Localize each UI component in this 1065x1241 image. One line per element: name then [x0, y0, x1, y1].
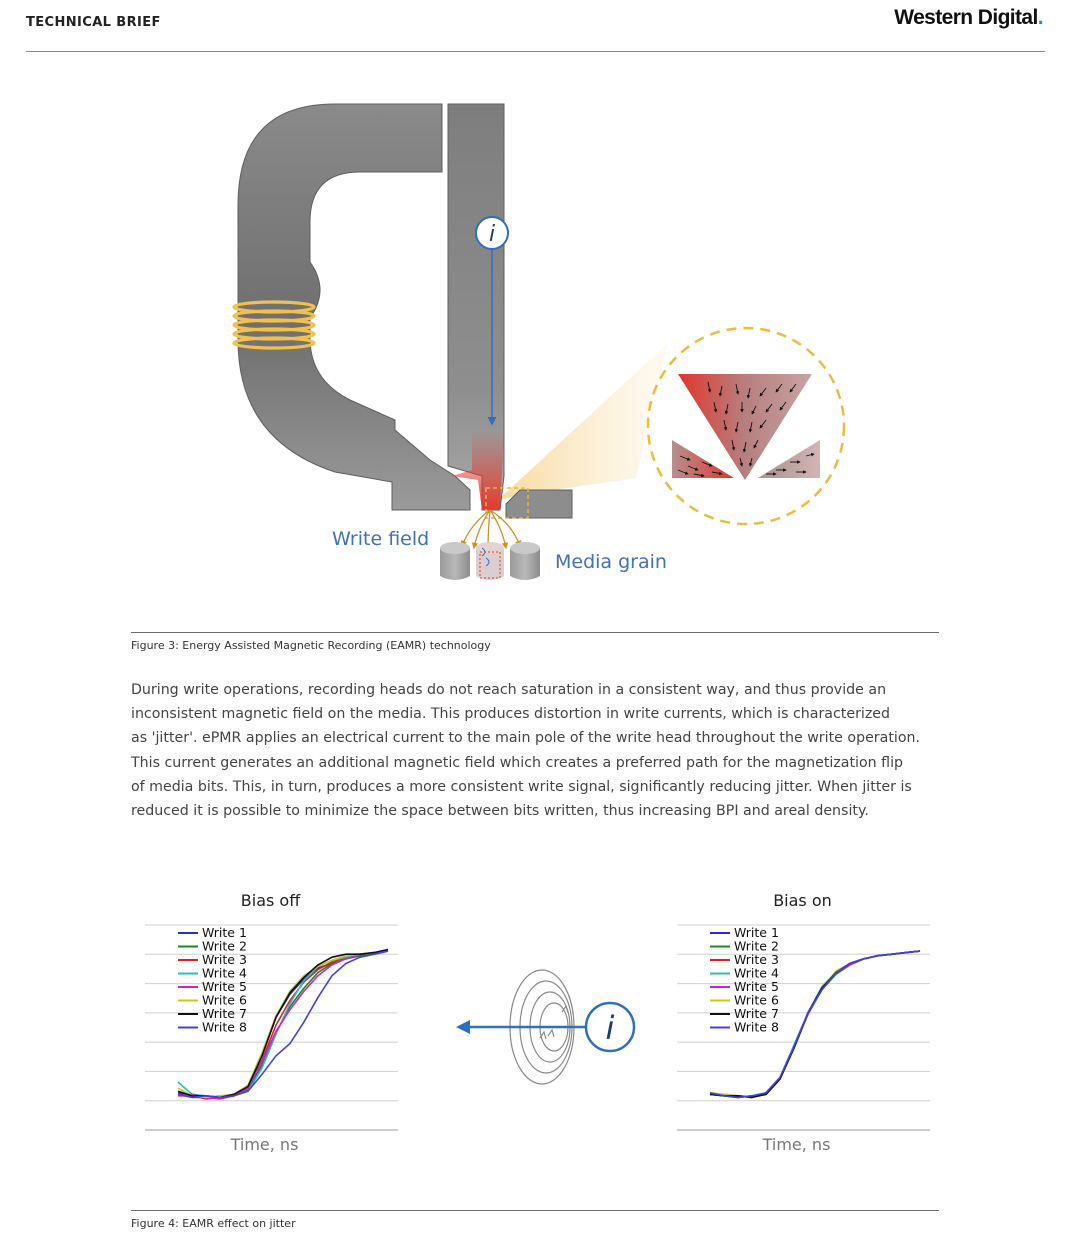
paragraph-line: as 'jitter'. ePMR applies an electrical current to the main pole of the write head throughout the write operation.	[131, 730, 921, 747]
legend-label: Write 3	[734, 952, 779, 967]
paragraph-line: of media bits. This, in turn, produces a more consistent write signal, significantly reducing jitter. When jitter is	[131, 778, 912, 795]
legend-label: Write 1	[734, 925, 779, 940]
legend-label: Write 3	[202, 952, 247, 967]
document-type-label: TECHNICAL BRIEF	[26, 15, 161, 30]
current-symbol: i	[488, 222, 496, 247]
bias-current-illustration	[450, 960, 650, 1100]
current-symbol: i	[605, 1009, 615, 1047]
x-axis-label: Time, ns	[762, 1135, 831, 1154]
legend-label: Write 7	[734, 1006, 779, 1021]
legend-label: Write 2	[202, 938, 247, 954]
zoom-beam	[498, 343, 668, 500]
chart-title: Bias off	[240, 891, 301, 910]
legend-label: Write 6	[734, 992, 779, 1008]
media-grains	[440, 542, 540, 580]
paragraph-line: This current generates an additional magnetic field which creates a preferred path for the magnetization flip	[131, 754, 904, 771]
figure4-caption: Figure 4: EAMR effect on jitter	[131, 1217, 296, 1230]
legend-label: Write 5	[202, 979, 247, 994]
legend-label: Write 4	[202, 965, 247, 981]
x-axis-label: Time, ns	[230, 1135, 299, 1154]
media-grain-label: Media grain	[555, 551, 667, 573]
figure3-caption: Figure 3: Energy Assisted Magnetic Recording (EAMR) technology	[131, 639, 491, 652]
paragraph-line: inconsistent magnetic field on the media. This produces distortion in write currents, which is characterized	[131, 706, 891, 723]
figure3-divider	[131, 632, 939, 633]
legend-label: Write 2	[734, 938, 779, 954]
paragraph-line: reduced it is possible to minimize the space between bits written, thus increasing BPI and areal density.	[131, 803, 869, 820]
write-field-label: Write field	[332, 528, 430, 550]
bias-on-chart	[672, 880, 937, 1160]
legend-label: Write 8	[202, 1019, 247, 1035]
legend-label: Write 1	[202, 925, 247, 940]
legend-label: Write 4	[734, 965, 779, 981]
legend-label: Write 6	[202, 992, 247, 1008]
legend-label: Write 8	[734, 1019, 779, 1035]
brand-name: Western Digital	[894, 6, 1038, 29]
legend-label: Write 7	[202, 1006, 247, 1021]
arrow-head	[456, 1020, 470, 1034]
bias-off-chart	[140, 880, 405, 1160]
brand-dot: .	[1037, 6, 1043, 29]
figure4-divider	[131, 1210, 939, 1211]
return-yoke	[238, 104, 470, 510]
legend-label: Write 5	[734, 979, 779, 994]
trailing-shield	[506, 490, 572, 518]
body-paragraph	[131, 678, 921, 823]
paragraph-line: During write operations, recording heads do not reach saturation in a consistent way, and thus provide an	[131, 682, 887, 698]
chart-title: Bias on	[773, 891, 832, 910]
